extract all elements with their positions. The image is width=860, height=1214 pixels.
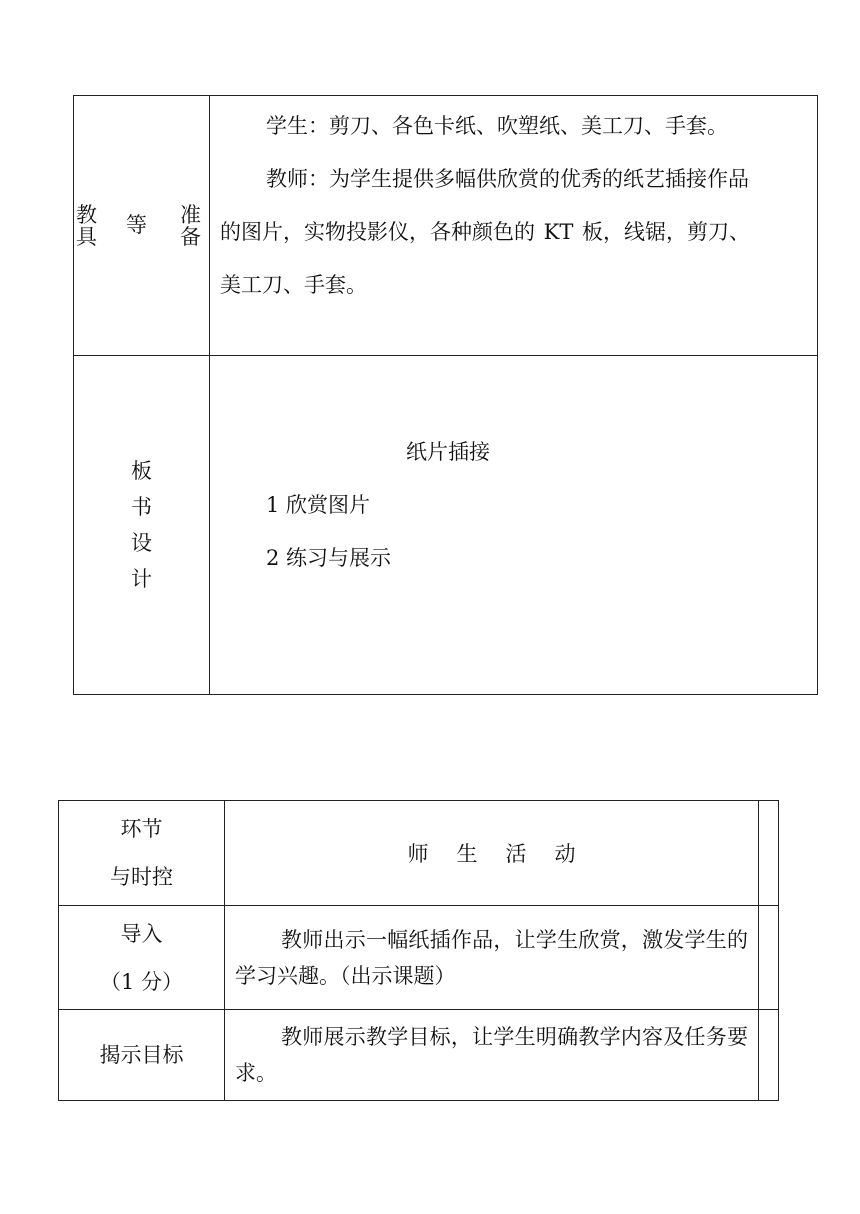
stage-name: 导入: [120, 921, 163, 946]
board-title: 纸片插接: [406, 439, 490, 464]
preparation-row: [74, 96, 818, 356]
label-char: 书: [131, 495, 152, 519]
stage-header-line: 环节: [120, 817, 163, 841]
extra-narrow-cell: [759, 1010, 779, 1101]
board-content-cell: [210, 356, 818, 695]
label-char: 板: [131, 459, 152, 483]
preparation-content-cell: [210, 96, 818, 356]
label-char: 备: [180, 224, 201, 249]
stage-header-cell: [59, 801, 225, 906]
table-header-row: [59, 801, 779, 906]
student-materials: 学生：剪刀、各色卡纸、吹塑纸、美工刀、手套。: [266, 113, 728, 138]
preparation-label-cell: [74, 96, 210, 356]
stage-cell: [59, 1010, 225, 1101]
board-design-label: [74, 453, 209, 597]
label-char: 教: [76, 202, 97, 227]
activity-header: 师生活动: [407, 842, 604, 866]
board-item: 2 练习与展示: [266, 545, 392, 570]
activity-header-cell: [225, 801, 759, 906]
label-char: 具: [76, 224, 97, 249]
teacher-materials-line: 教师：为学生提供多幅供欣赏的优秀的纸艺插接作品: [266, 166, 749, 191]
label-char: 计: [131, 567, 152, 591]
activity-cell: [225, 906, 759, 1010]
activity-cell: [225, 1010, 759, 1101]
preparation-board-table: [73, 95, 818, 695]
stage-header-line: 与时控: [110, 865, 173, 889]
preparation-label: [74, 196, 209, 256]
teaching-activity-table: [58, 800, 779, 1101]
teacher-materials-line: 美工刀、手套。: [220, 272, 367, 297]
stage-name: 揭示目标: [99, 1043, 184, 1067]
activity-text: 教师出示一幅纸插作品，让学生欣赏，激发学生的学习兴趣。（出示课题）: [235, 927, 748, 988]
table-row: [59, 906, 779, 1010]
teacher-materials-line: 的图片，实物投影仪，各种颜色的 KT 板，线锯，剪刀、: [220, 219, 751, 244]
label-char: 等: [126, 212, 147, 237]
stage-cell: [59, 906, 225, 1010]
extra-narrow-cell: [759, 906, 779, 1010]
label-char: 准: [180, 202, 201, 227]
stage-time: （1 分）: [99, 969, 184, 994]
board-design-row: [74, 356, 818, 695]
activity-text: 教师展示教学目标，让学生明确教学内容及任务要求。: [235, 1025, 748, 1085]
board-label-cell: [74, 356, 210, 695]
board-item: 1 欣赏图片: [266, 492, 371, 517]
label-char: 设: [131, 531, 152, 555]
extra-narrow-cell: [759, 801, 779, 906]
table-row: [59, 1010, 779, 1101]
